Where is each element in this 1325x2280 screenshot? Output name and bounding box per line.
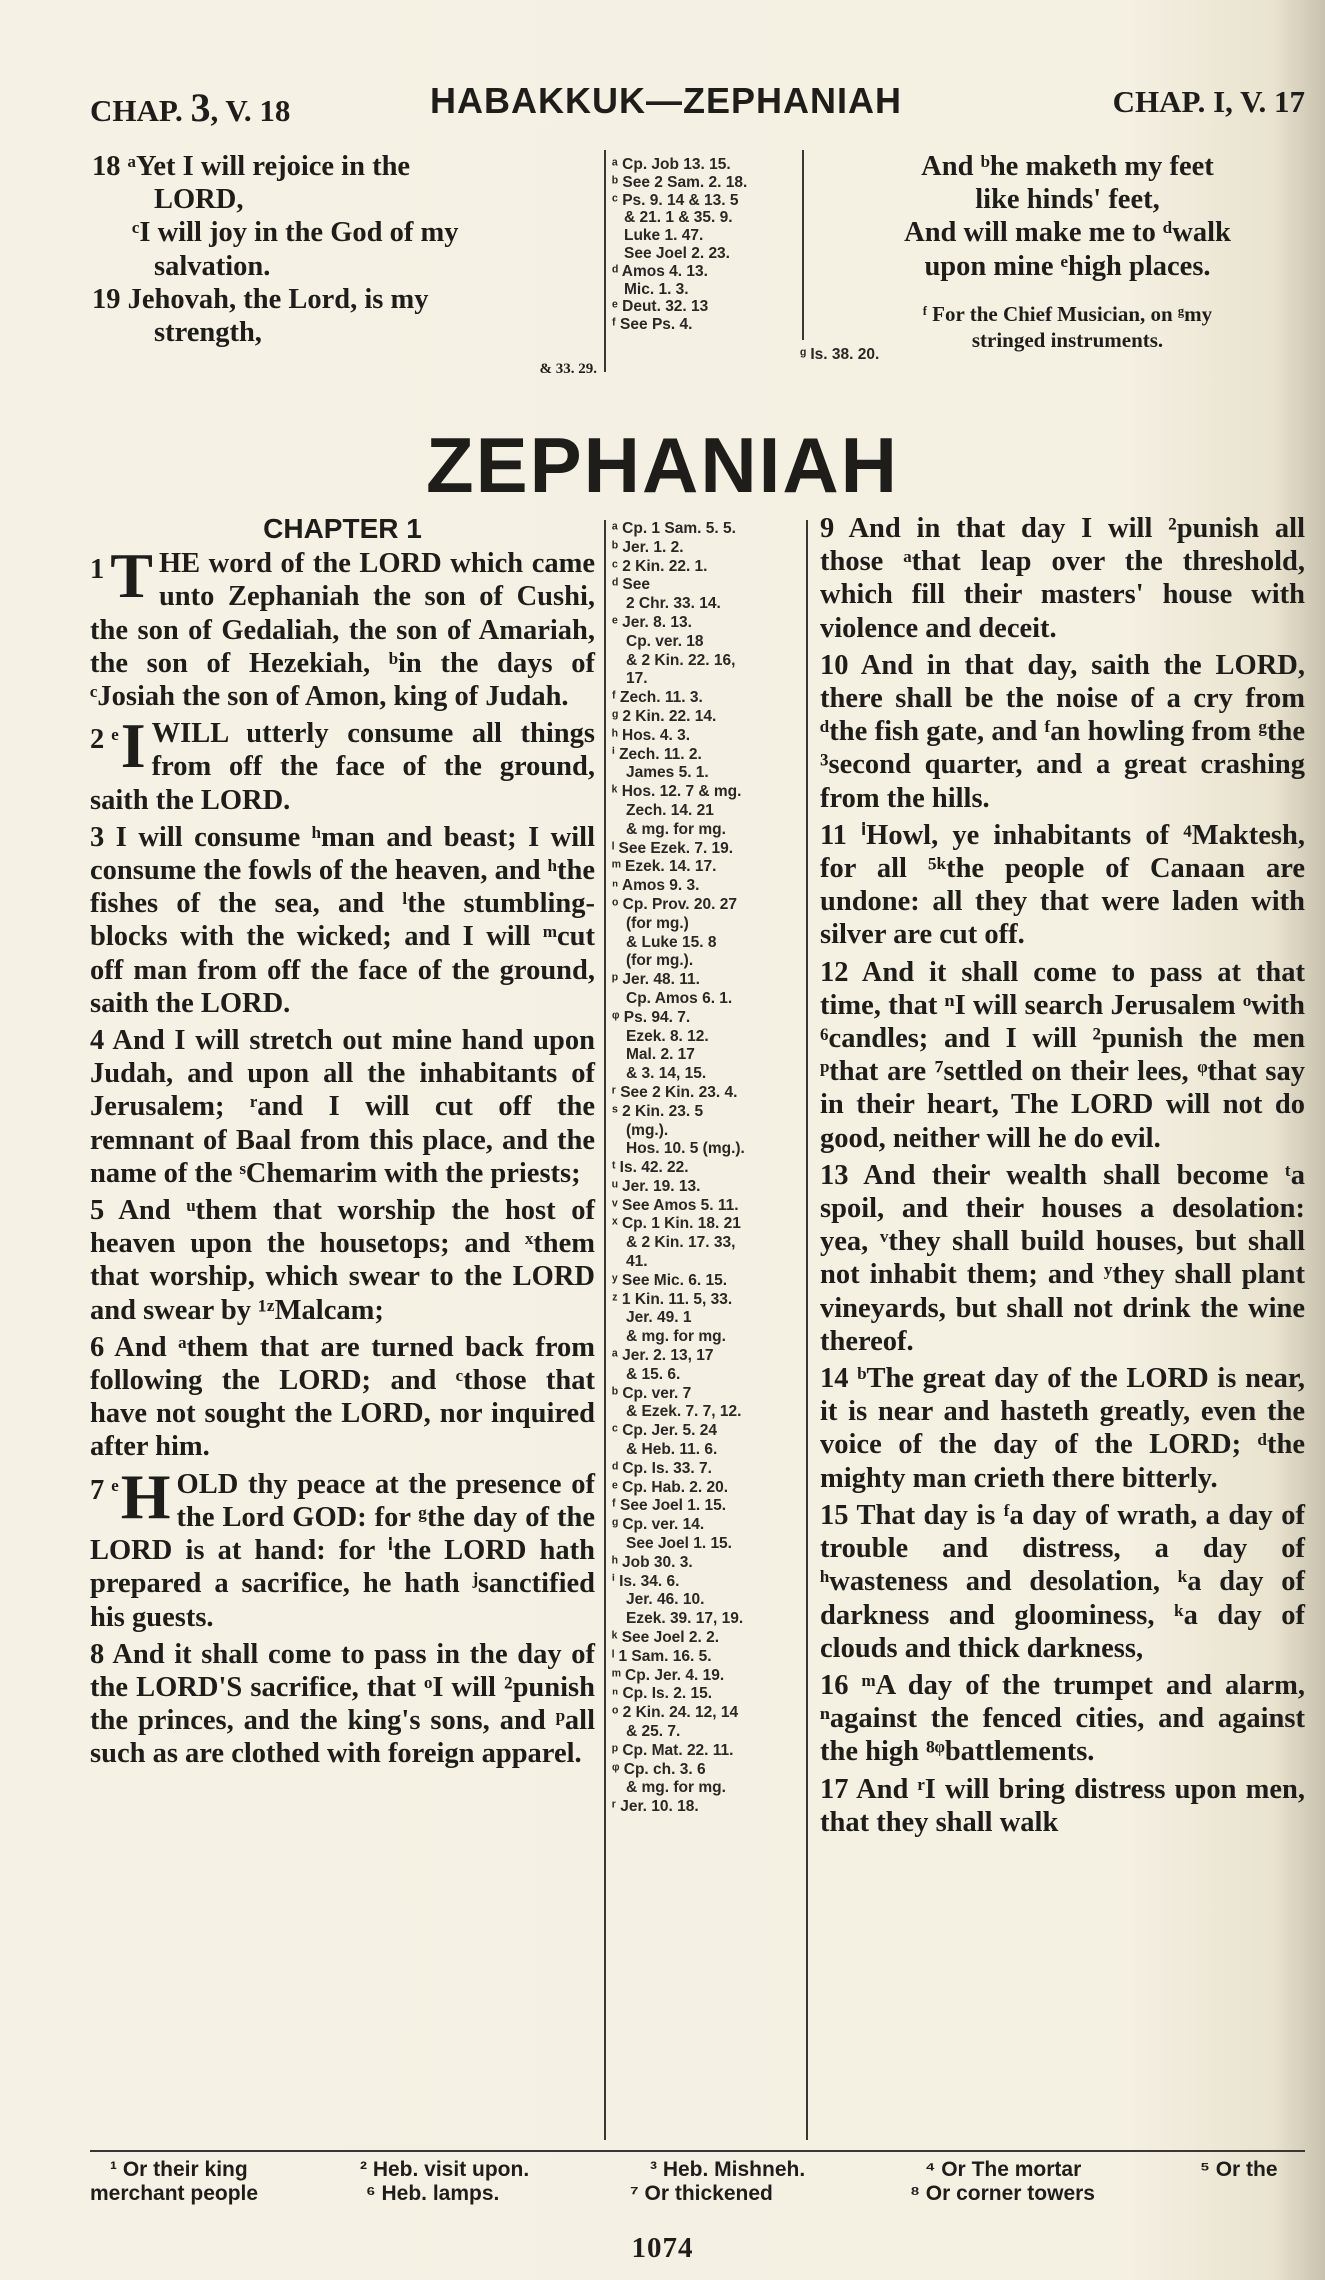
cross-ref: ⁱ Zech. 11. 2. <box>612 745 702 763</box>
cross-ref: ᵍ Is. 38. 20. <box>800 346 880 363</box>
cross-ref: ᵃ Jer. 2. 13, 17 <box>612 1347 714 1365</box>
habakkuk-end-right <box>830 150 1305 353</box>
verse-15: 15 That day is ᶠa day of wrath, a day of trouble and distress, a day of ʰwasteness and desolation, ᵏa day of darkness and gloominess, ᵏa day of clouds and thick darkness, <box>820 1499 1305 1664</box>
cross-ref: ᵇ Cp. ver. 7 <box>612 1384 692 1402</box>
column-rule <box>604 520 606 2140</box>
verse-line: LORD, <box>154 184 244 216</box>
cross-ref: ᶻ 1 Kin. 11. 5, 33. <box>612 1290 733 1308</box>
cross-ref: ˡ 1 Sam. 16. 5. <box>612 1647 712 1665</box>
footnote: ² Heb. visit upon. <box>360 2158 530 2181</box>
verse-text: OLD thy peace at the presence of the Lord GOD: for ᵍthe day of the LORD is at hand: for ⁱthe LORD hath prepared a sacrifice, he hath ʲsanctified his guests. <box>90 1468 595 1633</box>
cross-ref: & Ezek. 7. 7, 12. <box>626 1403 742 1421</box>
top-cross-references <box>612 156 787 334</box>
verse-text: WILL utterly consume all things from off the face of the ground, saith the LORD. <box>90 718 595 816</box>
verse-14: 14 ᵇThe great day of the LORD is near, it is near and hasteth greatly, even the voice of the day of the LORD; ᵈthe mighty man crieth there bitterly. <box>820 1363 1305 1494</box>
verse-2 <box>90 710 595 817</box>
verse-12: 12 And it shall come to pass at that time, that ⁿI will search Jerusalem ᵒwith ⁶candles; and I will ²punish the men ᵖthat are ⁷settled on their lees, ᵠthat say in their heart, The LORD will not do good, neither will he do evil. <box>820 956 1305 1154</box>
cross-ref: & 15. 6. <box>626 1365 681 1383</box>
cross-ref: 41. <box>626 1253 648 1271</box>
cross-ref: & Luke 15. 8 <box>626 933 717 951</box>
verse-7 <box>90 1460 595 1634</box>
drop-cap: I <box>120 710 146 782</box>
verse-line: And ᵇhe maketh my feet <box>921 151 1214 182</box>
verse-line: 19 Jehovah, the Lord, is my <box>92 283 429 315</box>
drop-cap: T <box>110 540 153 612</box>
verse-number: 2 ᵉ <box>90 724 119 756</box>
cross-ref: Ezek. 39. 17, 19. <box>626 1610 744 1628</box>
verse-4: 4 And I will stretch out mine hand upon Judah, and upon all the inhabitants of Jerusalem; ʳand I will cut off the remnant of Baal from this place, and the name of the ˢChemarim with the priests; <box>90 1025 595 1189</box>
cross-ref: Cp. ver. 18 <box>626 632 704 650</box>
chapter-heading: CHAPTER 1 <box>263 513 422 544</box>
cross-ref: ᵍ 2 Kin. 22. 14. <box>612 707 717 725</box>
cross-ref: ᵘ Jer. 19. 13. <box>612 1177 701 1195</box>
cross-ref: ʳ See 2 Kin. 23. 4. <box>612 1083 738 1101</box>
column-rule <box>604 150 606 372</box>
running-head-title: HABAKKUK—ZEPHANIAH <box>430 80 902 121</box>
cross-ref: ᵃ Cp. Job 13. 15. <box>612 156 731 173</box>
rh-left-post: , V. 18 <box>210 93 291 128</box>
cross-ref: ᶠ See Joel 1. 15. <box>612 1497 727 1515</box>
cross-ref: ᵈ Cp. Is. 33. 7. <box>612 1459 712 1477</box>
column-rule <box>802 150 804 340</box>
cross-ref: ˢ 2 Kin. 23. 5 <box>612 1102 704 1120</box>
cross-ref: ˣ Cp. 1 Kin. 18. 21 <box>612 1215 741 1233</box>
cross-ref: Zech. 14. 21 <box>626 801 714 819</box>
cross-ref: ᶠ See Ps. 4. <box>612 316 693 334</box>
cross-ref: Luke 1. 47. <box>624 227 704 245</box>
verse-6: 6 And ᵃthem that are turned back from following the LORD; and ᶜthose that have not sought the LORD, nor inquired after him. <box>90 1331 595 1463</box>
footnote: ¹ Or their king <box>110 2158 248 2181</box>
cross-ref: ᵈ Amos 4. 13. <box>612 262 708 280</box>
running-head <box>90 78 1305 128</box>
cross-ref: ᵏ Hos. 12. 7 & mg. <box>612 783 742 801</box>
cross-ref: James 5. 1. <box>626 764 709 782</box>
cross-ref: ᵒ Cp. Prov. 20. 27 <box>612 895 737 913</box>
cross-ref: 2 Chr. 33. 14. <box>626 595 721 613</box>
cross-ref: ᶠ Zech. 11. 3. <box>612 689 703 707</box>
cross-ref: ᵐ Cp. Jer. 4. 19. <box>612 1666 725 1684</box>
cross-ref: Mic. 1. 3. <box>624 280 689 298</box>
cross-ref: & mg. for mg. <box>626 1779 726 1797</box>
cross-ref: ᵖ Jer. 48. 11. <box>612 971 700 989</box>
cross-ref: ᵖ Cp. Mat. 22. 11. <box>612 1741 734 1759</box>
verse-10: 10 And in that day, saith the LORD, there shall be the noise of a cry from ᵈthe fish gate, and ᶠan howling from ᵍthe ³second quarter, and a great crashing from the hills. <box>820 649 1305 814</box>
cross-reference-column <box>612 520 802 1817</box>
cross-ref: ᶜ Cp. Jer. 5. 24 <box>612 1422 717 1440</box>
cross-ref: ᵠ Ps. 94. 7. <box>612 1008 691 1026</box>
rh-left-pre: CHAP. <box>90 93 183 128</box>
verse-8: 8 And it shall come to pass in the day of the LORD'S sacrifice, that ᵒI will ²punish the princes, and the king's sons, and ᵖall such as are clothed with foreign apparel. <box>90 1638 595 1770</box>
cross-ref: ʰ Hos. 4. 3. <box>612 726 691 744</box>
drop-cap: H <box>120 1460 171 1532</box>
verse-9: 9 And in that day I will ²punish all those ᵃthat leap over the threshold, which fill their masters' house with violence and deceit. <box>820 513 1305 644</box>
cross-ref: & mg. for mg. <box>626 1328 726 1346</box>
cross-ref: Jer. 49. 1 <box>626 1309 692 1327</box>
footnote: ⁵ Or the <box>1200 2158 1278 2181</box>
cross-ref: & 25. 7. <box>626 1723 681 1740</box>
cross-ref: & 2 Kin. 22. 16, <box>626 651 736 669</box>
verse-number: 1 <box>90 554 105 586</box>
psalm-subtitle: stringed instruments. <box>971 327 1164 352</box>
cross-ref: ᵉ Deut. 32. 13 <box>612 298 709 316</box>
cross-ref: (mg.). <box>626 1121 669 1139</box>
verse-11: 11 ⁱHowl, ye inhabitants of ⁴Maktesh, for all ⁵ᵏthe people of Canaan are undone: all they that were laden with silver are cut off. <box>820 819 1305 951</box>
verse-number: 7 ᵉ <box>90 1474 119 1506</box>
cross-ref: ˡ See Ezek. 7. 19. <box>612 839 734 857</box>
cross-ref: ᵉ Jer. 8. 13. <box>612 613 692 631</box>
cross-ref: ⁱ Is. 34. 6. <box>612 1572 680 1590</box>
cross-ref: See Joel 1. 15. <box>626 1535 732 1553</box>
zephaniah-right-column <box>820 512 1305 1843</box>
cross-ref: ᵃ Cp. 1 Sam. 5. 5. <box>612 520 736 537</box>
verse-line: ᶜI will joy in the God of my <box>132 217 459 249</box>
footnote: ⁸ Or corner towers <box>910 2182 1095 2205</box>
rh-left-num: 3 <box>190 85 211 130</box>
cross-ref: ᶜ Ps. 9. 14 & 13. 5 <box>612 191 739 209</box>
verse-line: like hinds' feet, <box>975 184 1160 216</box>
cross-ref: Mal. 2. 17 <box>626 1046 695 1064</box>
cross-ref: ⁿ Cp. Is. 2. 15. <box>612 1685 713 1703</box>
running-head-right: CHAP. I, V. 17 <box>1112 84 1305 119</box>
cross-ref: ᵗ Is. 42. 22. <box>612 1159 689 1177</box>
cross-ref: & 3. 14, 15. <box>626 1065 707 1083</box>
footnote: ³ Heb. Mishneh. <box>650 2158 806 2181</box>
psalm-subtitle: ᶠ For the Chief Musician, on ᵍmy <box>922 301 1213 326</box>
zephaniah-left-column <box>90 512 595 1775</box>
verse-line: strength, <box>154 317 262 349</box>
cross-ref: ʰ Job 30. 3. <box>612 1553 693 1571</box>
cross-ref: Jer. 46. 10. <box>626 1591 705 1609</box>
cross-ref: ⁿ Amos 9. 3. <box>612 877 700 895</box>
cross-ref: ᵉ Cp. Hab. 2. 20. <box>612 1478 729 1496</box>
verse-13: 13 And their wealth shall become ᵗa spoil, and their houses a desolation: yea, ᵛthey shall build houses, but shall not inhabit them; and ʸthey shall plant vineyards, but shall not drink the wine thereof. <box>820 1159 1305 1357</box>
cross-ref: ᵇ See 2 Sam. 2. 18. <box>612 173 748 191</box>
footnote: ⁶ Heb. lamps. <box>366 2182 500 2205</box>
book-title: ZEPHANIAH <box>425 421 899 509</box>
verse-line: upon mine ᵉhigh places. <box>924 250 1211 282</box>
cross-ref: 17. <box>626 670 648 688</box>
cross-ref: See Joel 2. 23. <box>624 244 730 262</box>
cross-ref: ᵛ See Amos 5. 11. <box>612 1196 739 1214</box>
cross-ref: & Heb. 11. 6. <box>626 1441 718 1459</box>
cross-ref: Cp. Amos 6. 1. <box>626 989 733 1007</box>
verse-text: HE word of the LORD which came unto Zephaniah the son of Cushi, the son of Gedaliah, the son of Amariah, the son of Hezekiah, ᵇin the days of ᶜJosiah the son of Amon, king of Judah. <box>90 548 595 713</box>
footnote-rule <box>90 2150 1305 2152</box>
footnote: merchant people <box>90 2182 259 2205</box>
cross-ref: ᶜ 2 Kin. 22. 1. <box>612 557 708 575</box>
cross-ref: ᵠ Cp. ch. 3. 6 <box>612 1760 706 1778</box>
verse-line: 18 ᵃYet I will rejoice in the <box>92 151 411 182</box>
cross-ref: ʸ See Mic. 6. 15. <box>612 1271 728 1289</box>
cross-ref: ᵏ See Joel 2. 2. <box>612 1629 720 1647</box>
cross-ref: ʳ Jer. 10. 18. <box>612 1798 699 1816</box>
cross-ref: (for mg.) <box>626 914 689 932</box>
cross-ref: ᵍ Cp. ver. 14. <box>612 1516 705 1534</box>
verse-line: And will make me to ᵈwalk <box>904 217 1231 249</box>
cross-ref: (for mg.). <box>626 952 694 970</box>
footnote: ⁴ Or The mortar <box>925 2158 1082 2181</box>
verse-3: 3 I will consume ʰman and beast; I will consume the fowls of the heaven, and ʰthe fishes of the sea, and ˡthe stumbling-blocks with the wicked; and I will ᵐcut off man from off the face of the ground, saith the LORD. <box>90 821 595 1019</box>
cross-ref-tail: & 33. 29. <box>539 361 597 378</box>
cross-ref: ᵇ Jer. 1. 2. <box>612 538 684 556</box>
verse-16: 16 ᵐA day of the trumpet and alarm, ⁿagainst the fenced cities, and against the high ⁸ᵠbattlements. <box>820 1669 1305 1768</box>
page-number: 1074 <box>631 2232 694 2264</box>
column-rule <box>806 520 808 2140</box>
cross-ref: ᵒ 2 Kin. 24. 12, 14 <box>612 1704 739 1722</box>
verse-5: 5 And ᵘthem that worship the host of heaven upon the housetops; and ˣthem that worship, which swear to the LORD and swear by ¹ᶻMalcam; <box>90 1195 595 1326</box>
verse-1 <box>90 540 595 713</box>
habakkuk-end-verses <box>92 150 597 386</box>
footnote: ⁷ Or thickened <box>630 2182 773 2205</box>
verse-line: salvation. <box>154 250 271 282</box>
cross-ref: Ezek. 8. 12. <box>626 1027 709 1045</box>
cross-ref: & mg. for mg. <box>626 820 726 838</box>
cross-ref: & 21. 1 & 35. 9. <box>624 209 733 227</box>
cross-ref: & 2 Kin. 17. 33, <box>626 1234 736 1252</box>
running-head-left <box>90 84 290 131</box>
cross-ref: ᵐ Ezek. 14. 17. <box>612 858 717 876</box>
verse-17: 17 And ʳI will bring distress upon men, that they shall walk <box>820 1773 1305 1838</box>
cross-ref: ᵈ See <box>612 576 650 594</box>
cross-ref: Hos. 10. 5 (mg.). <box>626 1140 745 1158</box>
